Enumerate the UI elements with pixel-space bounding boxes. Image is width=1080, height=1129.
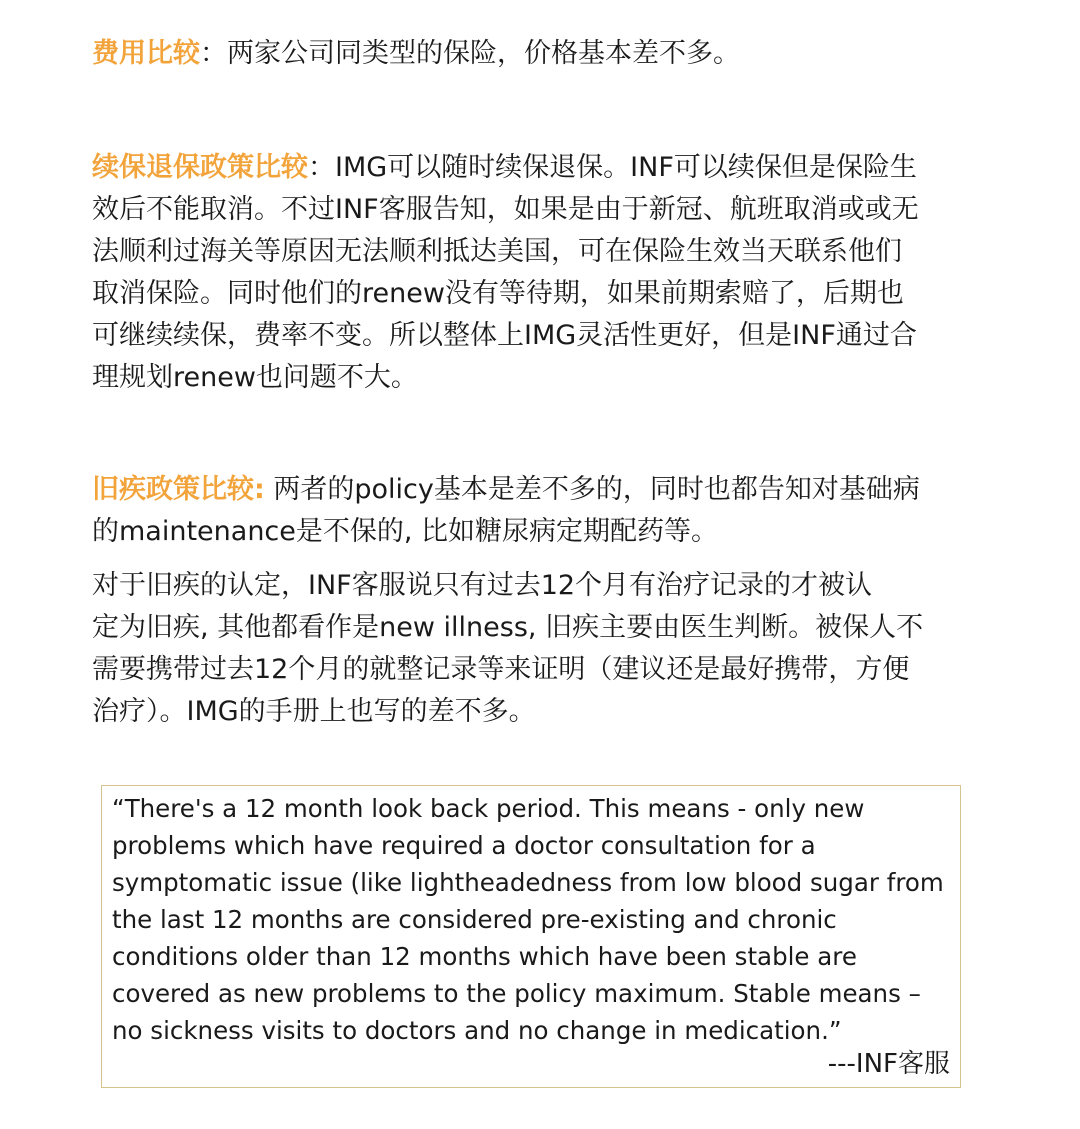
fee-comparison-text: ：两家公司同类型的保险，价格基本差不多。 — [200, 38, 740, 69]
customer-service-quote-box — [101, 785, 961, 1088]
preexisting-policy-text: 两者的policy基本是差不多的，同时也都告知对基础病 的maintenance是不保的, 比如糖尿病定期配药等。 — [92, 474, 920, 547]
preexisting-definition-paragraph: 对于旧疾的认定，INF客服说只有过去12个月有治疗记录的才被认 定为旧疾, 其他都看作是new illness, 旧疾主要由医生判断。被保人不 需要携带过去12个月的就整记录等来证明（建议还是最好携带，方便 治疗）。IMG的手册上也写的差不多。 — [92, 570, 924, 727]
quote-source: ---INF客服 — [827, 1049, 950, 1079]
renewal-policy-text: ：IMG可以随时续保退保。INF可以续保但是保险生 效后不能取消。不过INF客服告知，如果是由于新冠、航班取消或或无 法顺利过海关等原因无法顺利抵达美国，可在保险生效当天联系他们 取消保险。同时他们的renew没有等待期，如果前期索赔了，后期也 可继续续保，费率不变。所以整体上IMG灵活性更好，但是INF通过合 理规划renew也问题不大。 — [92, 152, 919, 393]
renewal-policy-heading: 续保退保政策比较 — [92, 152, 308, 183]
renewal-policy-paragraph — [92, 147, 992, 399]
preexisting-policy-heading: 旧疾政策比较: — [92, 474, 265, 505]
fee-comparison-heading: 费用比较 — [92, 38, 200, 69]
quote-text: “There's a 12 month look back period. This means - only new problems which have required a doctor consultation for a symptomatic issue (like lightheadedness from low blood sugar from the last 12 months are considered pre-existing and chronic conditions older than 12 months which have been stable are covered as new problems to the policy maximum. Stable means – no sickness visits to doctors and no change in medication.” — [112, 794, 944, 1045]
fee-comparison-paragraph — [92, 33, 992, 75]
preexisting-policy-paragraph — [92, 469, 992, 553]
